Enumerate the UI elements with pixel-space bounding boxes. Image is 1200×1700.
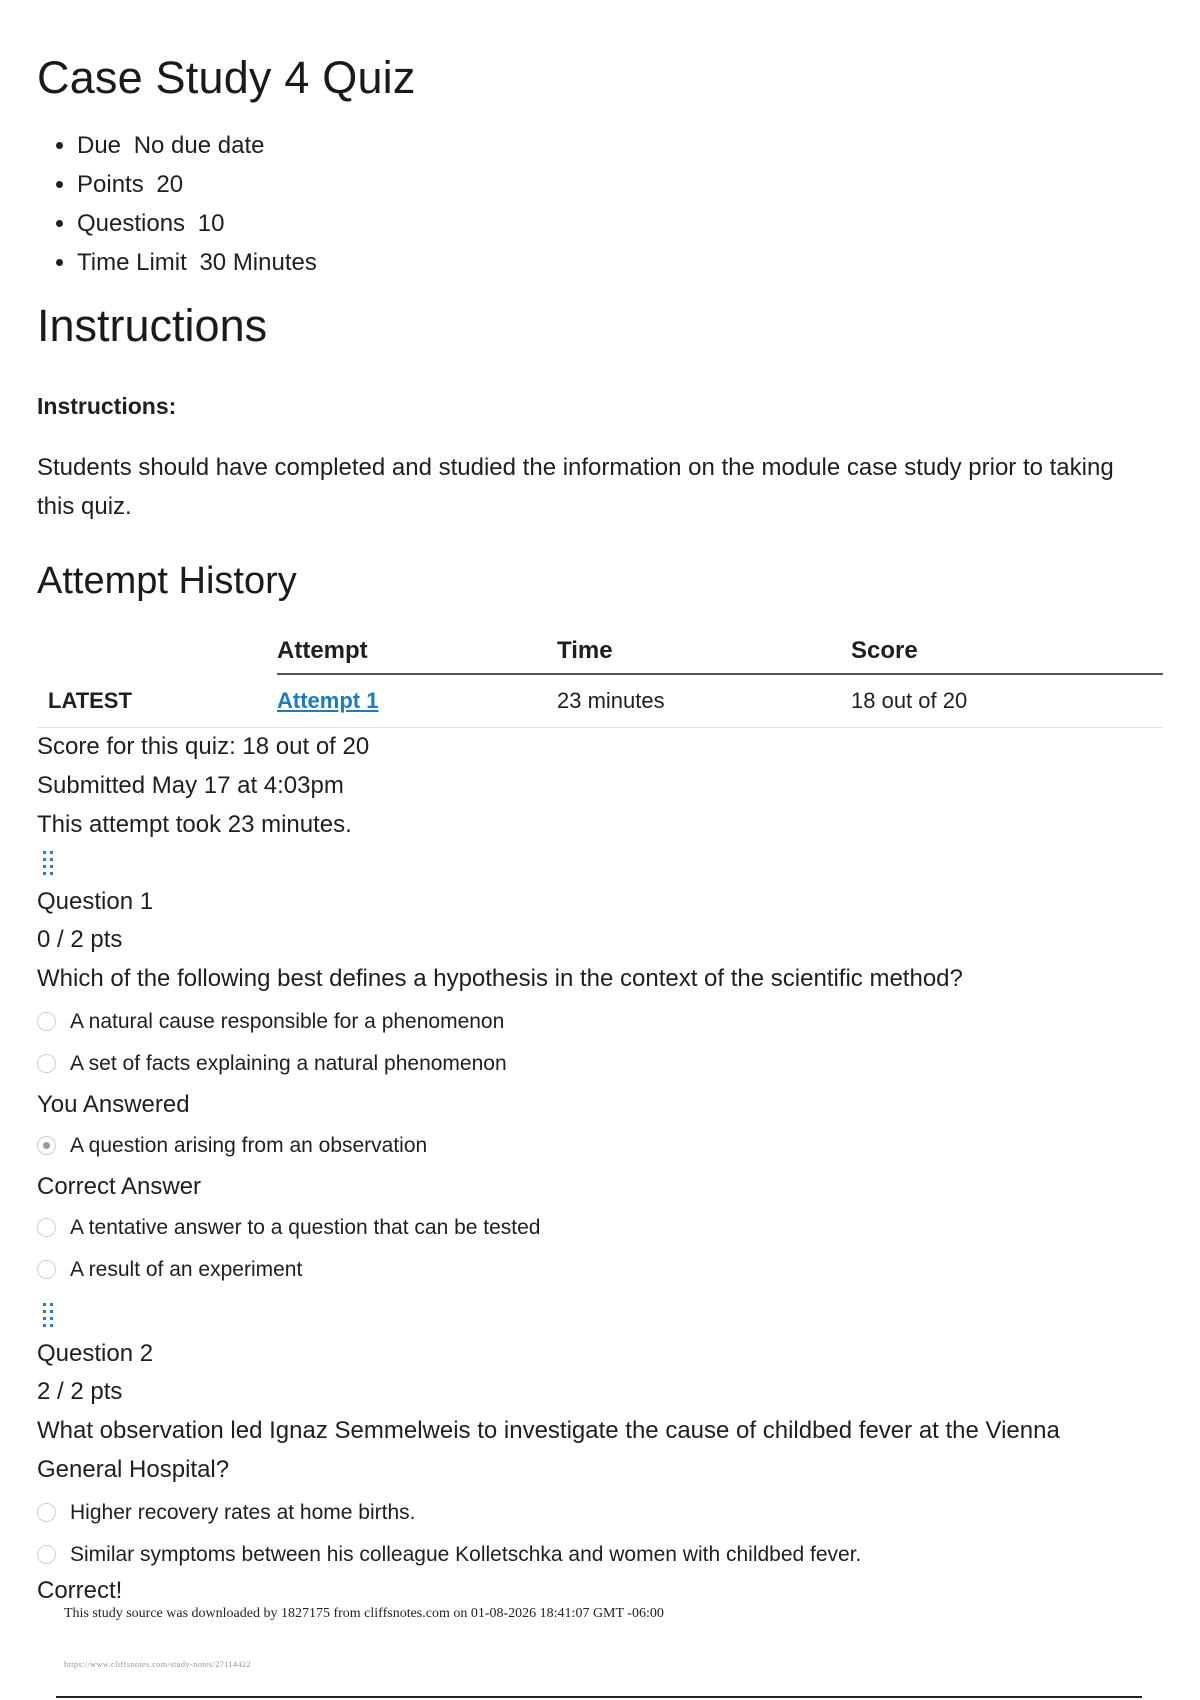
duration-text: This attempt took 23 minutes. bbox=[37, 811, 352, 838]
detail-time-limit bbox=[77, 243, 317, 282]
answer-text: Higher recovery rates at home births. bbox=[70, 1501, 416, 1524]
radio-button-selected[interactable] bbox=[37, 1136, 56, 1155]
answer-text: A natural cause responsible for a phenomenon bbox=[70, 1010, 505, 1033]
radio-button[interactable] bbox=[37, 1545, 56, 1564]
radio-button[interactable] bbox=[37, 1503, 56, 1522]
detail-points bbox=[77, 165, 317, 204]
question-1 bbox=[37, 883, 1163, 1291]
detail-value: 20 bbox=[156, 171, 184, 198]
correct-answer-label: Correct Answer bbox=[37, 1173, 202, 1200]
detail-label: Questions bbox=[77, 210, 186, 237]
answer-text: A result of an experiment bbox=[70, 1258, 303, 1281]
detail-label: Time Limit bbox=[77, 249, 187, 276]
attempt-summary bbox=[37, 727, 369, 844]
answer-text: A set of facts explaining a natural phenomenon bbox=[70, 1052, 507, 1075]
detail-value: No due date bbox=[133, 132, 265, 159]
attempt-cell bbox=[277, 674, 557, 728]
answer-text: Similar symptoms between his colleague Kolletschka and women with childbed fever. bbox=[70, 1543, 862, 1566]
question-points: 0 / 2 pts bbox=[37, 926, 123, 953]
answer-option[interactable] bbox=[37, 1492, 1163, 1534]
question-points: 2 / 2 pts bbox=[37, 1378, 123, 1405]
instructions-heading: Instructions bbox=[37, 300, 268, 351]
question-title: Question 2 bbox=[37, 1340, 154, 1367]
instructions-label: Instructions: bbox=[37, 393, 177, 419]
answer-option[interactable] bbox=[37, 1534, 1163, 1576]
quiz-title: Case Study 4 Quiz bbox=[37, 52, 416, 103]
detail-label: Points bbox=[77, 171, 144, 198]
radio-button[interactable] bbox=[37, 1054, 56, 1073]
answer-option[interactable] bbox=[37, 1001, 1163, 1043]
download-notice: This study source was downloaded by 1827175 from cliffsnotes.com on 01-08-2026 18:41:07 GMT -06:00 bbox=[64, 1606, 664, 1621]
quiz-details-list bbox=[37, 126, 317, 282]
table-header-row bbox=[37, 629, 1163, 674]
correct-label: Correct! bbox=[37, 1577, 123, 1604]
attempt-1-link[interactable]: Attempt 1 bbox=[277, 688, 379, 713]
table-row bbox=[37, 674, 1163, 728]
answer-text: A question arising from an observation bbox=[70, 1134, 428, 1157]
answer-option[interactable] bbox=[37, 1207, 1163, 1249]
detail-due bbox=[77, 126, 317, 165]
header-score: Score bbox=[851, 629, 1163, 674]
instructions-text: Students should have completed and studied the information on the module case study prior to taking this quiz. bbox=[37, 454, 1114, 520]
radio-button[interactable] bbox=[37, 1260, 56, 1279]
answer-option-selected[interactable] bbox=[37, 1125, 1163, 1167]
radio-button[interactable] bbox=[37, 1012, 56, 1031]
detail-value: 30 Minutes bbox=[199, 249, 317, 276]
detail-value: 10 bbox=[197, 210, 225, 237]
radio-button[interactable] bbox=[37, 1218, 56, 1237]
question-text: What observation led Ignaz Semmelweis to investigate the cause of childbed fever at the Vienna General Hospital? bbox=[37, 1417, 1060, 1483]
submitted-text: Submitted May 17 at 4:03pm bbox=[37, 772, 344, 799]
you-answered-label: You Answered bbox=[37, 1091, 190, 1118]
answer-option[interactable] bbox=[37, 1249, 1163, 1291]
answer-text: A tentative answer to a question that can be tested bbox=[70, 1216, 541, 1239]
header-blank bbox=[37, 629, 277, 674]
footer-divider bbox=[56, 1696, 1142, 1698]
drag-handle-icon[interactable] bbox=[41, 849, 55, 877]
answer-option[interactable] bbox=[37, 1043, 1163, 1085]
attempt-row-label: LATEST bbox=[37, 674, 277, 728]
question-2 bbox=[37, 1335, 1163, 1606]
attempt-history-heading: Attempt History bbox=[37, 560, 297, 602]
quiz-score-text: Score for this quiz: 18 out of 20 bbox=[37, 733, 370, 760]
detail-questions bbox=[77, 204, 317, 243]
question-text: Which of the following best defines a hypothesis in the context of the scientific method? bbox=[37, 965, 963, 992]
header-time: Time bbox=[557, 629, 851, 674]
time-cell: 23 minutes bbox=[557, 674, 851, 728]
score-cell: 18 out of 20 bbox=[851, 674, 1163, 728]
header-attempt: Attempt bbox=[277, 629, 557, 674]
detail-label: Due bbox=[77, 132, 122, 159]
drag-handle-icon[interactable] bbox=[41, 1301, 55, 1329]
source-url: https://www.cliffsnotes.com/study-notes/27114422 bbox=[64, 1660, 252, 1669]
attempt-history-table bbox=[37, 629, 1163, 728]
question-title: Question 1 bbox=[37, 888, 154, 915]
